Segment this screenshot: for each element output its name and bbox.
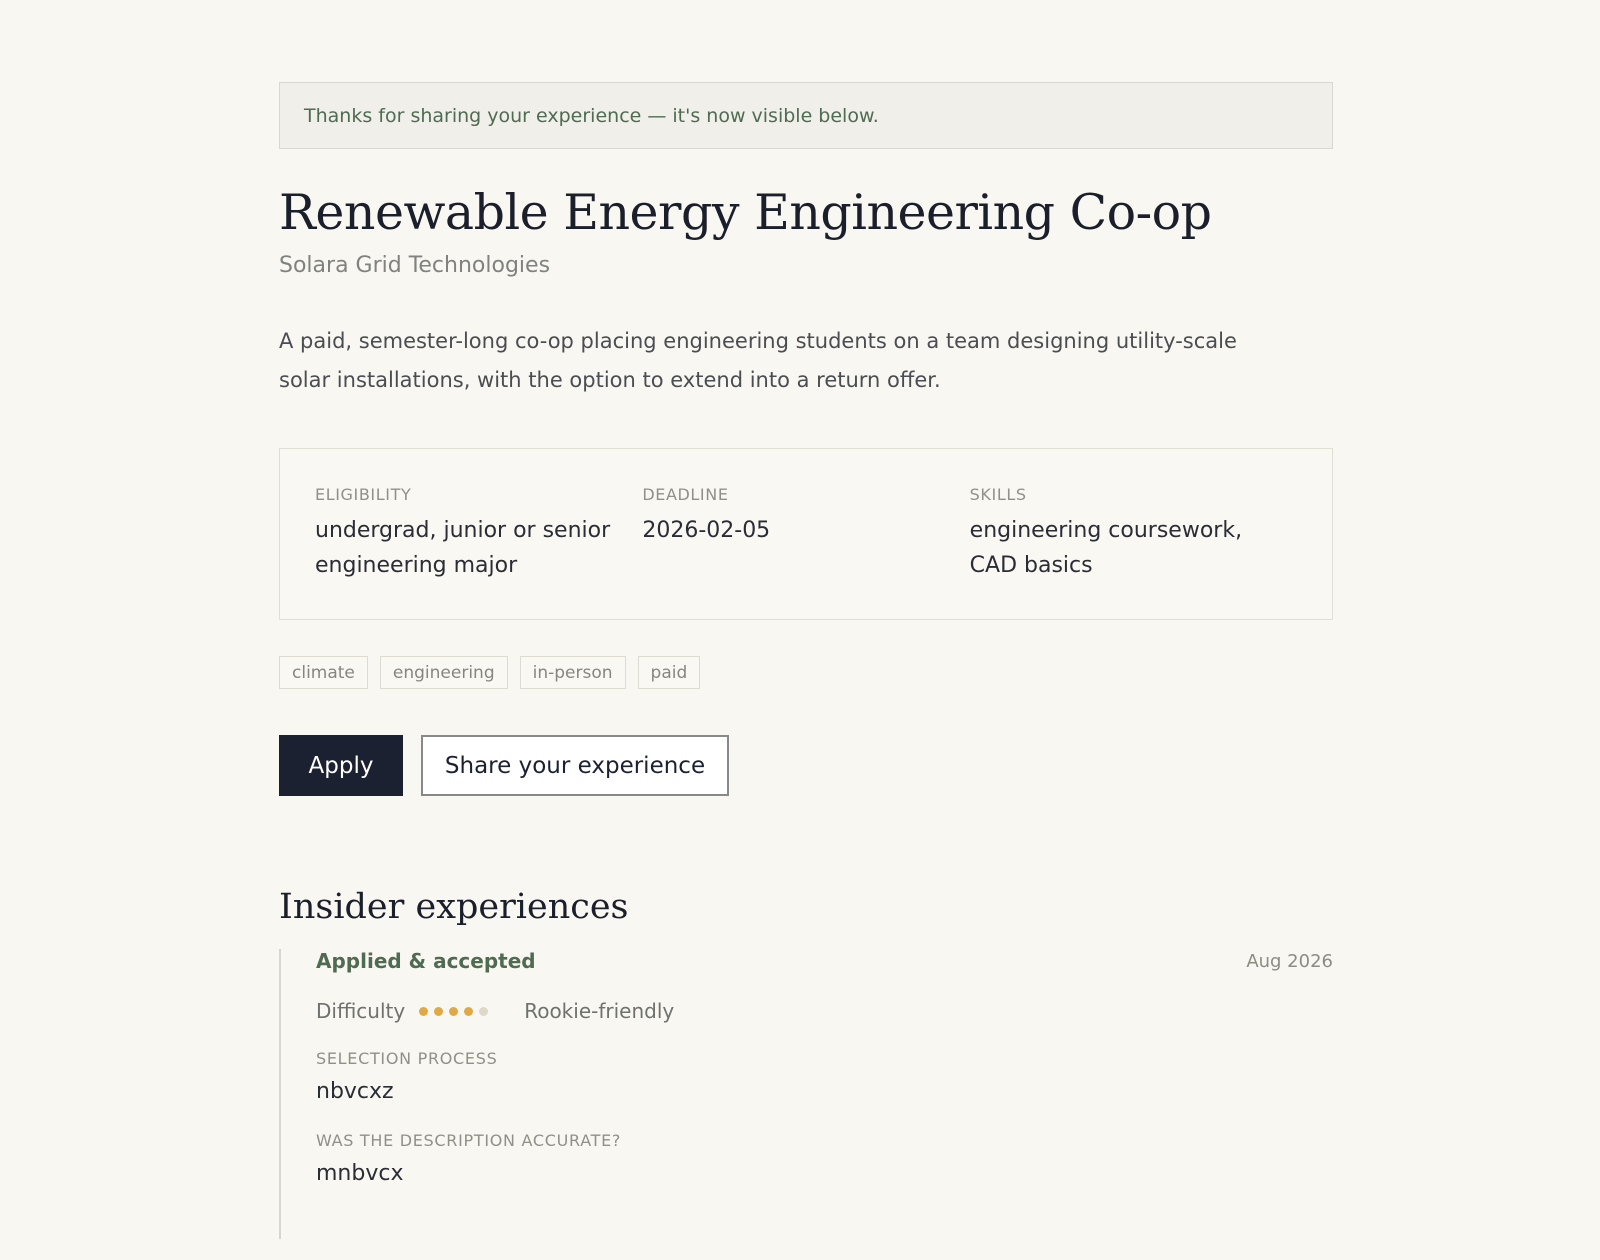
detail-label: SKILLS [969, 485, 1027, 505]
success-notice-text: Thanks for sharing your experience — it's now visible below. [304, 104, 879, 127]
details-panel [279, 448, 1333, 620]
experience-status: Applied & accepted [316, 949, 536, 974]
rating-dot-icon [464, 1007, 473, 1016]
difficulty-rating [419, 1007, 488, 1016]
tag-engineering: engineering [380, 656, 508, 689]
rating-dot-icon [434, 1007, 443, 1016]
tag-climate: climate [279, 656, 368, 689]
success-notice [279, 82, 1333, 149]
accuracy-label: WAS THE DESCRIPTION ACCURATE? [316, 1131, 622, 1151]
share-experience-button[interactable]: Share your experience [421, 735, 729, 796]
experience-date: Aug 2026 [1246, 950, 1333, 972]
experience-card [279, 949, 1333, 1239]
rating-dot-icon [479, 1007, 488, 1016]
difficulty-row [316, 999, 1333, 1023]
company-name: Solara Grid Technologies [279, 253, 551, 279]
detail-value: undergrad, junior or senior engineering major [315, 518, 611, 579]
selection-process-text: nbvcxz [316, 1079, 394, 1105]
selection-process-label: SELECTION PROCESS [316, 1049, 498, 1069]
apply-button[interactable]: Apply [279, 735, 403, 796]
rating-dot-icon [419, 1007, 428, 1016]
accuracy-text: mnbvcx [316, 1161, 404, 1187]
listing-container [279, 82, 1333, 1239]
action-buttons [279, 735, 1333, 796]
experience-header [316, 949, 1333, 973]
detail-value: 2026-02-05 [642, 518, 771, 544]
detail-eligibility [315, 485, 642, 619]
detail-deadline [642, 485, 969, 619]
tag-list [279, 656, 1333, 689]
detail-label: DEADLINE [642, 485, 729, 505]
difficulty-label: Difficulty [316, 999, 406, 1024]
tag-in-person: in-person [520, 656, 626, 689]
friendliness-label: Rookie-friendly [524, 999, 675, 1024]
insider-section-title: Insider experiences [279, 887, 629, 928]
rating-dot-icon [449, 1007, 458, 1016]
detail-skills [970, 485, 1297, 619]
listing-title: Renewable Energy Engineering Co-op [279, 184, 1212, 241]
tag-paid: paid [638, 656, 701, 689]
listing-description: A paid, semester-long co-op placing engineering students on a team designing utility-scale solar installations, with the option to extend into a return offer. [279, 329, 1237, 393]
detail-label: ELIGIBILITY [315, 485, 412, 505]
detail-value: engineering coursework, CAD basics [969, 518, 1243, 579]
